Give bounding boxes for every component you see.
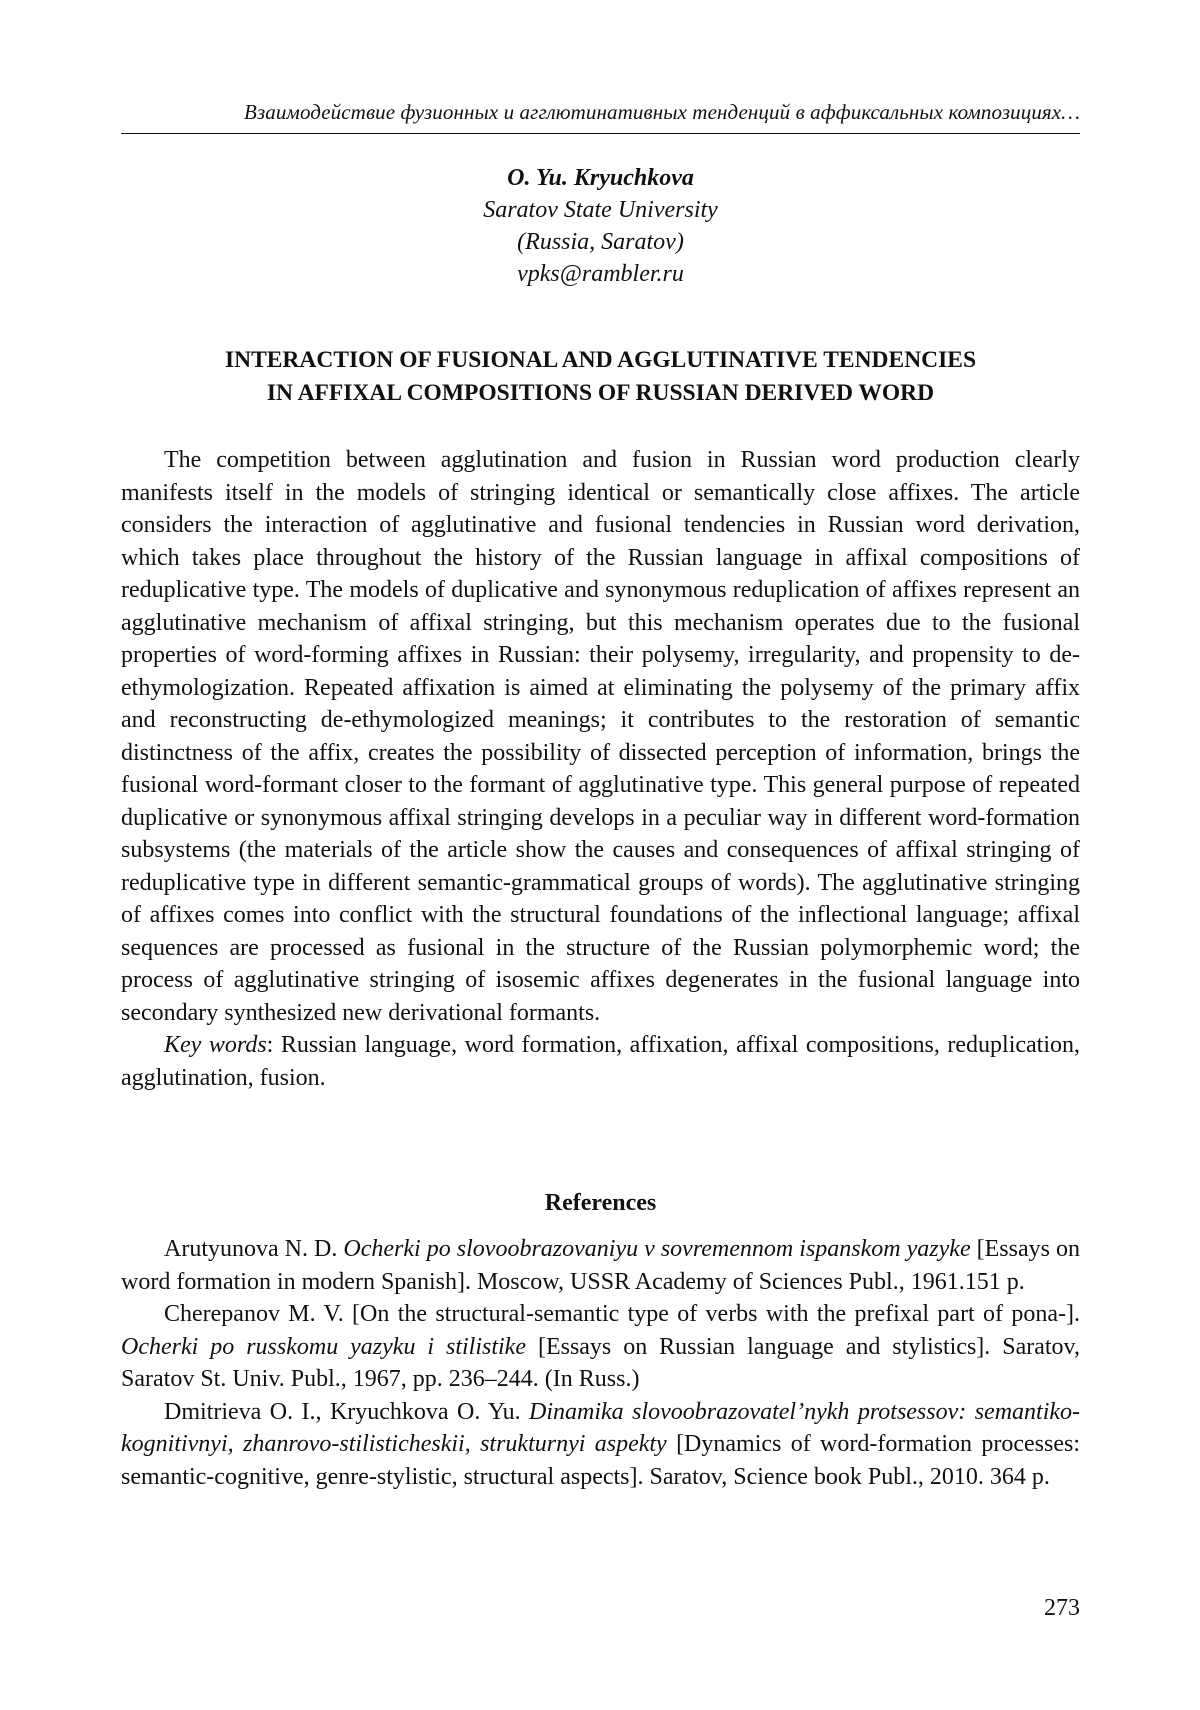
author-name: O. Yu. Kryuchkova — [507, 165, 694, 191]
article-title-line-1: INTERACTION OF FUSIONAL AND AGGLUTINATIVE TENDENCIES — [224, 347, 977, 373]
abstract-paragraph: The competition between agglutination and fusion in Russian word production clearly manifests itself in the models of stringing identical or semantically close affixes. The article considers the interaction of agglutinative and fusional tendencies in Russian word derivation, which takes place throughout the history of the Russian language in affixal compositions of reduplicative type. The models of duplicative and synonymous reduplication of affixes represent an agglutinative mechanism of affixal stringing, but this mechanism operates due to the fusional properties of word-forming affixes in Russian: their polysemy, irregularity, and propensity to de-ethymologization. Repeated affixation is aimed at eliminating the polysemy of the primary affix and reconstructing de-ethymologized meanings; it contributes to the restoration of semantic distinctness of the affix, creates the possibility of dissected perception of information, brings the fusional word-formant closer to the formant of agglutinative type. This general purpose of repeated duplicative or synonymous affixal stringing develops in a peculiar way in different word-formation subsystems (the materials of the article show the causes and consequences of affixal stringing of reduplicative type in different semantic-grammatical groups of words). The agglutinative stringing of affixes comes into conflict with the structural foundations of the inflectional language; affixal sequences are processed as fusional in the structure of the Russian polymorphemic word; the process of agglutinative stringing of isosemic affixes degenerates in the fusional language into secondary synthesized new derivational formants. — [121, 447, 1080, 1026]
reference-title: Dinamika slovoobrazovatel’nykh protsessov: semantiko-kognitivnyi, zhanrovo-stilisticheskii, strukturnyi aspekty — [121, 1398, 1081, 1457]
author-email: vpks@rambler.ru — [517, 261, 684, 287]
header-rule — [121, 133, 1080, 134]
reference-title: Ocherki po slovoobrazovaniyu v sovremennom ispanskom yazyke — [343, 1236, 971, 1262]
article-title-line-2: IN AFFIXAL COMPOSITIONS OF RUSSIAN DERIVED WORD — [266, 380, 935, 406]
keywords-text: : Russian language, word formation, affixation, affixal compositions, reduplication, agglutination, fusion. — [121, 1032, 1081, 1091]
references-heading: References — [544, 1190, 657, 1216]
reference-details: [Dynamics of word-formation processes: semantic-cognitive, genre-stylistic, structural aspects]. Saratov, Science book Publ., 2010. 364 p. — [121, 1431, 1080, 1490]
reference-item — [121, 1298, 1080, 1396]
references-list — [121, 1233, 1080, 1493]
reference-authors: Dmitrieva O. I., Kryuchkova O. Yu. — [164, 1398, 530, 1425]
journal-page — [121, 0, 1080, 1710]
reference-details: [Essays on word formation in modern Spanish]. Moscow, USSR Academy of Sciences Publ., 1961.151 p. — [121, 1236, 1081, 1295]
keywords-label: Key words — [164, 1032, 267, 1058]
page-number: 273 — [1044, 1595, 1080, 1621]
reference-item — [121, 1233, 1080, 1298]
keywords-paragraph — [121, 1029, 1080, 1094]
author-affiliation: Saratov State University — [483, 197, 718, 223]
reference-item — [121, 1396, 1080, 1494]
abstract-section — [121, 444, 1080, 1094]
reference-title: Ocherki po russkomu yazyku i stilistike — [121, 1333, 526, 1360]
reference-authors: Arutyunova N. D. — [164, 1236, 344, 1262]
article-title — [121, 344, 1080, 410]
reference-authors: Cherepanov M. V. [On the structural-semantic type of verbs with the prefixal part of pona-]. — [164, 1301, 1080, 1327]
reference-details: [Essays on Russian language and stylistics]. Saratov, Saratov St. Univ. Publ., 1967, pp. 236–244. (In Russ.) — [121, 1333, 1080, 1392]
author-location: (Russia, Saratov) — [517, 229, 684, 255]
running-header: Взаимодействие фузионных и агглютинативных тенденций в аффиксальных композициях… — [244, 100, 1080, 124]
author-block — [121, 162, 1080, 290]
